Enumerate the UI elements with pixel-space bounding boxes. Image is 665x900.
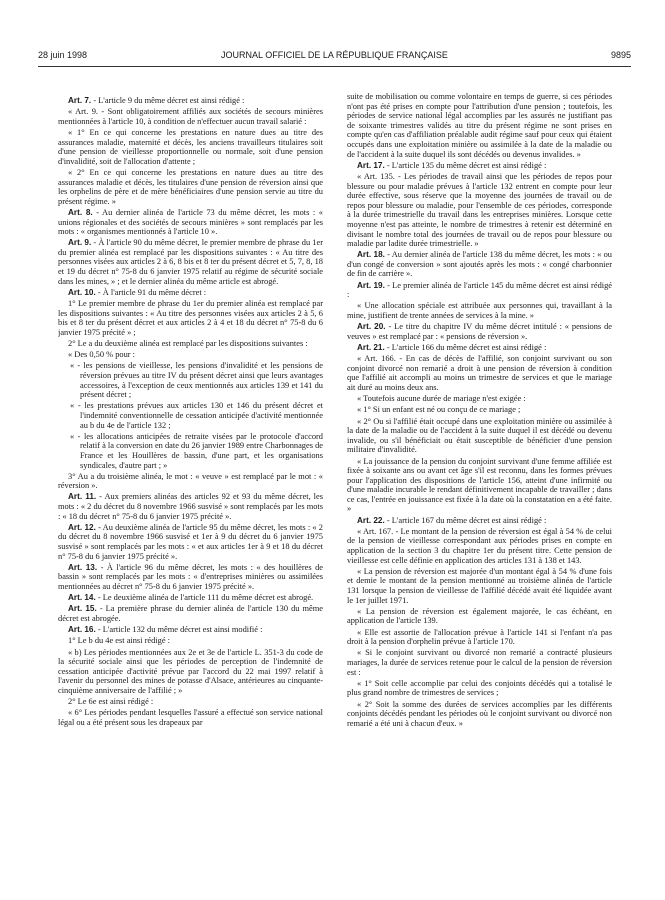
paragraph-text: - Le deuxième alinéa de l'article 111 du même décret est abrogé. <box>95 593 314 603</box>
text-columns <box>58 92 625 882</box>
article-number: Art. 18. <box>357 250 385 260</box>
article-number: Art. 20. <box>357 322 386 332</box>
paragraph <box>58 168 323 206</box>
paragraph-text: - L'article 9 du même décret est ainsi rédigé : <box>91 96 245 105</box>
paragraph <box>58 128 323 166</box>
article-number: Art. 10. <box>68 287 96 297</box>
paragraph <box>58 604 323 623</box>
article-number: Art. 14. <box>68 593 96 603</box>
paragraph-text: « La pension de réversion est également majorée, le cas échéant, en application de l'article 139. <box>347 606 612 626</box>
paragraph-text: « La pension de réversion est majorée d'un montant égal à 54 % d'une fois et demie le montant de la pension mentionné au troisième alinéa de l'article 131 lorsque la pension de vieillesse de l'affilié décédé avait été liquidée avant le 1er juillet 1971. <box>347 566 612 605</box>
paragraph <box>58 96 323 106</box>
paragraph-text: « Des 0,50 % pour : <box>68 350 135 360</box>
paragraph-text: « 1° Soit celle accomplie par celui des conjoints décédés qui a totalisé le plus grand nombre de trimestres de services ; <box>347 678 612 698</box>
paragraph <box>347 281 612 300</box>
paragraph <box>58 208 323 237</box>
article-number: Art. 19. <box>357 280 385 290</box>
paragraph-text: « 1° En ce qui concerne les prestations en nature dues au titre des assurances maladie, maternité et décès, les anciens travailleurs titulaires soit d'une pension de vieillesse proportionnelle ou normale, soit d'une pension d'invalidité, soit de l'allocation d'attente ; <box>58 127 323 166</box>
article-number: Art. 7. <box>68 96 92 105</box>
paragraph-text: « Art. 167. - Le montant de la pension de réversion est égal à 54 % de celui de la pension de vieillesse correspondant aux périodes prises en compte en application de la section 3 du chapitre 1er du présent titre. Cette pension de vieillesse est celle définie en application des articles 131 à 138 et 143. <box>347 526 612 565</box>
paragraph-text: « 2° En ce qui concerne les prestations en nature dues au titre des assurances maladie et décès, les titulaires d'une pension de réversion ainsi que les orphelins de père et de mère bénéficiaires d'une pension servie au titre du présent régime. » <box>58 167 323 206</box>
paragraph <box>347 527 612 565</box>
paragraph <box>58 361 323 399</box>
paragraph-text: - Au dernier alinéa de l'article 73 du même décret, les mots : « unions régionales et des sociétés de secours minières » sont remplacés par les mots : « organismes mentionnés à l'article 10 ». <box>58 207 323 237</box>
header-page-number: 9895 <box>610 50 631 60</box>
paragraph <box>347 250 612 279</box>
paragraph-text: « 2° Ou si l'affilié était occupé dans une exploitation minière ou assimilée à la date de la maladie ou de l'accident à la suite duquel il est décédé ou devenu invalide, ou s'il bénéficiait ou était susceptible de bénéficier d'une pension militaire d'invalidité. <box>347 416 612 455</box>
paragraph <box>58 432 323 470</box>
left-column <box>58 92 323 882</box>
paragraph-text: « Art. 166. - En cas de décès de l'affilié, son conjoint survivant ou son conjoint divorcé non remarié a droit à une pension de réversion à condition que l'affilié ait accompli au moins un trimestre de services et que le mariage ait duré au moins deux ans. <box>347 354 612 392</box>
paragraph-text: 1° Le b du 4e est ainsi rédigé : <box>68 636 170 646</box>
paragraph-text: - À l'article 90 du même décret, le premier membre de phrase du 1er du premier alinéa est remplacé par les dispositions suivantes : « Au titre des personnes visées aux articles 2 à 6, 8 bis et 8 ter du présent décret et 5, 7, 8, 18 et 19 du décret n° 75-8 du 6 janvier 1975 relatif au régime de sécurité sociale dans les mines, » ; et le dernier alinéa du même article est abrogé. <box>58 238 323 286</box>
article-number: Art. 15. <box>68 604 97 614</box>
paragraph <box>58 401 323 430</box>
paragraph-text: « 1° Si un enfant est né ou conçu de ce mariage ; <box>357 405 521 415</box>
article-number: Art. 17. <box>357 160 385 170</box>
header-date: 28 juin 1998 <box>38 50 88 60</box>
paragraph-text: - À l'article 91 du même décret : <box>95 287 207 297</box>
paragraph-text: - Au deuxième alinéa de l'article 95 du même décret, les mots : « 2 du décret du 8 novembre 1966 susvisé et 1er à 9 du décret du 6 janvier 1975 susvisé » sont remplacés par les mots : « et aux articles 1er à 9 et 18 du décret n° 75-8 du 6 janvier 1975 précité ». <box>58 522 323 561</box>
paragraph <box>58 563 323 592</box>
article-number: Art. 12. <box>68 522 96 532</box>
paragraph <box>58 472 323 491</box>
paragraph-text: « b) Les périodes mentionnées aux 2e et 3e de l'article L. 351-3 du code de la sécurité sociale ainsi que les périodes de perception de l'indemnité de cessation anticipée d'activité prévue par l'accord du 22 mai 1997 relatif à l'avenir du personnel des mines de potasse d'Alsace, antérieures au cinquante-cinquième anniversaire de l'affilié ; » <box>58 647 323 695</box>
paragraph-text: « 6° Les périodes pendant lesquelles l'assuré a effectué son service national légal ou a été présent sous les drapeaux par <box>58 708 323 727</box>
header-rule <box>38 66 631 67</box>
paragraph <box>58 107 323 126</box>
paragraph-text: - À l'article 96 du même décret, les mots : « des houillères de bassin » sont remplacés par les mots : « d'entreprises minières ou assimilées mentionnées au décret n° 75-8 du 6 janvier 1975 précité ». <box>58 562 323 591</box>
paragraph-text: 2° Le 6e est ainsi rédigé : <box>68 697 154 707</box>
paragraph <box>347 354 612 392</box>
paragraph <box>347 607 612 626</box>
paragraph-text: - Le premier alinéa de l'article 145 du même décret est ainsi rédigé : <box>347 280 612 300</box>
paragraph-text: 1° Le premier membre de phrase du 1er du premier alinéa est remplacé par les dispositions suivantes : « Au titre des personnes visées aux articles 2 à 5, 6 bis et 8 ter du présent décret et aux articles 2 à 4 et 18 du décret n° 75-8 du 6 janvier 1975 précité » ; <box>58 299 323 337</box>
paragraph-text: « - les pensions de vieillesse, les pensions d'invalidité et les pensions de réversion prévues au titre IV du présent décret ainsi que leurs avantages accessoires, à l'exception de ceux mentionnés aux articles 139 et 141 du présent décret ; <box>70 361 323 400</box>
paragraph <box>58 299 323 337</box>
paragraph <box>347 679 612 698</box>
paragraph-text: - L'article 167 du même décret est ainsi rédigé : <box>384 515 547 525</box>
article-number: Art. 9. <box>68 238 92 248</box>
paragraph <box>58 523 323 561</box>
header-title: JOURNAL OFFICIEL DE LA RÉPUBLIQUE FRANÇAISE <box>221 50 448 60</box>
article-number: Art. 11. <box>68 492 97 502</box>
right-column <box>347 92 612 882</box>
paragraph-text: - La première phrase du dernier alinéa de l'article 130 du même décret est abrogée. <box>58 604 323 623</box>
paragraph <box>347 394 612 404</box>
article-number: Art. 16. <box>68 625 96 635</box>
paragraph <box>347 92 612 159</box>
paragraph <box>347 567 612 605</box>
paragraph <box>58 339 323 349</box>
article-number: Art. 13. <box>68 562 98 572</box>
paragraph <box>58 636 323 646</box>
paragraph <box>347 648 612 677</box>
paragraph-text: - Aux premiers alinéas des articles 92 et 93 du même décret, les mots : « 2 du décret du 8 novembre 1966 susvisé » sont remplacés par les mots : « 18 du décret n° 75-8 du 6 janvier 1975 précité ». <box>58 492 323 521</box>
paragraph <box>58 697 323 707</box>
paragraph-text: « La jouissance de la pension du conjoint survivant d'une femme affiliée est fixée à soixante ans ou avant cet âge s'il est reconnu, dans les formes prévues pour l'application des dispositions de l'article 156, atteint d'une infirmité ou d'une maladie incurable le rendant définitivement incapable de travailler ; dans ce cas, l'entrée en jouissance est fixée à la date où la constatation en a été faite. » <box>347 456 612 514</box>
article-number: Art. 8. <box>68 207 93 217</box>
paragraph <box>347 343 612 353</box>
paragraph-text: « - les prestations prévues aux articles 130 et 146 du présent décret et l'indemnité conventionnelle de cessation anticipée d'activité mentionnée au b du 4e de l'article 132 ; <box>70 401 323 430</box>
paragraph <box>347 322 612 341</box>
paragraph <box>58 492 323 521</box>
paragraph <box>58 288 323 298</box>
paragraph-text: « Une allocation spéciale est attribuée aux personnes qui, travaillant à la mine, justifient de trente années de services à la mine. » <box>347 301 612 321</box>
paragraph-text: « - les allocations anticipées de retraite visées par le protocole d'accord relatif à la conversion en date du 26 janvier 1989 entre Charbonnages de France et les Houillères de bassin, d'une part, et les organisations syndicales, d'autre part ; » <box>70 431 323 470</box>
paragraph <box>58 648 323 696</box>
paragraph <box>347 628 612 647</box>
paragraph <box>347 700 612 729</box>
paragraph-text: « Art. 135. - Les périodes de travail ainsi que les périodes de repos pour blessure ou pour maladie prévues à l'article 132 entrent en compte pour leur durée effective, sous réserve que la moyenne des journées de travail ou de repos pour blessure ou maladie, pour l'ensemble de ces périodes, corresponde à la durée trimestrielle du travail dans les entreprises minières. Lorsque cette moyenne n'est pas atteinte, le nombre de trimestres à retenir est déterminé en divisant le nombre total des journées de travail ou de repos pour blessure ou maladie par ladite durée trimestrielle. » <box>347 171 612 249</box>
paragraph <box>58 593 323 603</box>
paragraph <box>347 405 612 415</box>
page-header <box>38 50 631 64</box>
paragraph-text: - Au dernier alinéa de l'article 138 du même décret, les mots : « ou d'un congé de conversion » sont ajoutés après les mots : « congé charbonnier de fin de carrière ». <box>347 250 612 279</box>
paragraph-text: « Elle est assortie de l'allocation prévue à l'article 141 si l'enfant n'a pas droit à la pension d'orphelin prévue à l'article 170. <box>347 627 612 647</box>
paragraph-text: « Si le conjoint survivant ou divorcé non remarié a contracté plusieurs mariages, la durée de services retenue pour le calcul de la pension de réversion est : <box>347 648 612 677</box>
paragraph <box>347 172 612 249</box>
paragraph-text: « Art. 9. - Sont obligatoirement affiliés aux sociétés de secours minières mentionnées à l'article 10, à condition de n'effectuer aucun travail salarié : <box>58 107 323 126</box>
paragraph-text: - L'article 166 du même décret est ainsi rédigé : <box>384 343 547 352</box>
paragraph-text: 3° Au a du troisième alinéa, le mot : « veuve » est remplacé par le mot : « réversion ». <box>58 471 323 491</box>
paragraph-text: - L'article 132 du même décret est ainsi modifié : <box>95 625 263 635</box>
paragraph <box>347 301 612 320</box>
paragraph <box>58 625 323 635</box>
paragraph-text: - Le titre du chapitre IV du même décret intitulé : « pensions de veuves » est remplacé par : « pensions de réversion ». <box>347 322 612 341</box>
paragraph-text: 2° Le a du deuxième alinéa est remplacé par les dispositions suivantes : <box>68 339 308 348</box>
paragraph-text: « 2° Soit la somme des durées de services accomplies par les différents conjoints décédés pendant les périodes où le conjoint survivant ou divorcé non remarié a été uni à chacun d'eux. » <box>347 699 612 728</box>
paragraph-text: suite de mobilisation ou comme volontaire en temps de guerre, si ces périodes n'ont pas été prises en compte pour l'attribution d'une pension ; toutefois, les périodes de service national légal accomplies par les assurés ne justifiant pas de soixante trimestres validés au titre du présent régime ne sont prises en compte qu'en cas d'affiliation préalable audit régime sauf pour ceux qui étaient occupés dans une exploitation minière ou assimilée à la date de la maladie ou de l'accident à la suite duquel ils sont décédés ou devenus invalides. » <box>347 92 612 159</box>
paragraph <box>58 708 323 727</box>
article-number: Art. 21. <box>357 343 385 352</box>
paragraph-text: - L'article 135 du même décret est ainsi rédigé : <box>384 160 547 170</box>
paragraph <box>347 161 612 171</box>
paragraph <box>347 516 612 526</box>
paragraph <box>347 457 612 515</box>
paragraph <box>347 417 612 455</box>
article-number: Art. 22. <box>357 515 385 525</box>
paragraph <box>58 238 323 286</box>
paragraph <box>58 350 323 360</box>
paragraph-text: « Toutefois aucune durée de mariage n'est exigée : <box>357 394 526 404</box>
